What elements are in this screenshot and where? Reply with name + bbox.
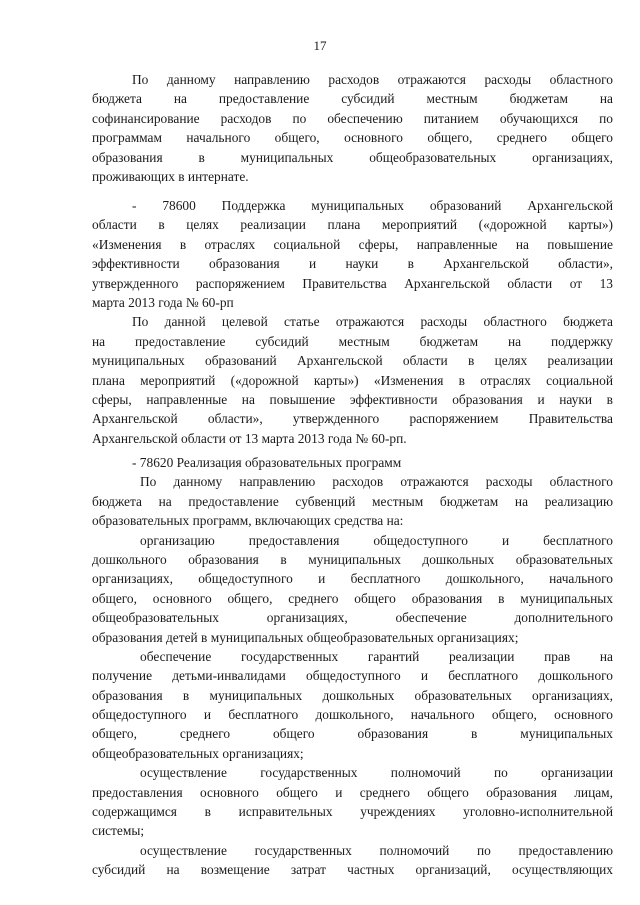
text-line: проживающих в интернате. [92, 168, 249, 184]
text-line: плана мероприятий («дорожной карты») «Изменения в отраслях социальной [92, 372, 613, 388]
text-line: субсидий на возмещение затрат частных организаций, осуществляющих [92, 862, 613, 878]
text-line: организациях, общедоступного и бесплатного дошкольного, начального [92, 571, 613, 587]
text-line: образовательных программ, включающих средства на: [92, 513, 404, 529]
text-line: По данному направлению расходов отражаются расходы областного [132, 72, 613, 87]
text-block [92, 453, 613, 880]
text-line: осуществление государственных полномочий по организации [140, 765, 613, 781]
text-block [92, 70, 613, 186]
text-line: осуществление государственных полномочий по предоставлению [140, 842, 613, 858]
text-line: общего, среднего общего образования в муниципальных [92, 726, 613, 742]
text-line: образования в муниципальных общеобразовательных организациях, [92, 149, 613, 165]
text-line: предоставления основного общего и среднего общего образования лицам, [92, 784, 613, 800]
text-line: - 78620 Реализация образовательных программ [132, 455, 402, 470]
text-block [92, 196, 613, 448]
text-line: системы; [92, 823, 145, 839]
text-line: эффективности образования и науки в Архангельской области», [92, 256, 613, 272]
text-line: общеобразовательных организациях; [92, 745, 304, 761]
text-line: утвержденного распоряжением Правительства Архангельской области от 13 [92, 275, 613, 291]
text-line: Архангельской области от 13 марта 2013 года № 60-рп. [92, 430, 407, 446]
text-line: Архангельской области», утвержденного распоряжением Правительства [92, 411, 613, 427]
text-line: софинансирование расходов по обеспечению питанием обучающихся по [92, 110, 613, 126]
text-line: дошкольного образования в муниципальных дошкольных образовательных [92, 551, 613, 567]
text-line: образования в муниципальных дошкольных образовательных организациях, [92, 687, 613, 703]
text-line: обеспечение государственных гарантий реализации прав на [140, 648, 613, 664]
text-line: «Изменения в отраслях социальной сферы, направленные на повышение [92, 236, 613, 252]
text-line: марта 2013 года № 60-рп [92, 294, 234, 310]
text-line: бюджета на предоставление субвенций местным бюджетам на реализацию [92, 493, 613, 509]
text-line: программам начального общего, основного общего, среднего общего [92, 130, 613, 146]
text-line: общедоступного и бесплатного дошкольного, начального общего, основного [92, 707, 613, 723]
text-line: бюджета на предоставление субсидий местным бюджетам на [92, 91, 613, 107]
text-line: организацию предоставления общедоступного и бесплатного [140, 532, 613, 548]
text-line: муниципальных образований Архангельской области в целях реализации [92, 353, 613, 369]
text-line: По данному направлению расходов отражаются расходы областного [140, 474, 613, 490]
text-line: образования детей в муниципальных общеобразовательных организациях; [92, 629, 519, 645]
text-line: сферы, направленные на повышение эффективности образования и науки в [92, 391, 613, 407]
text-line: - 78600 Поддержка муниципальных образований Архангельской [132, 198, 613, 213]
text-line: общего, основного общего, среднего общего образования в муниципальных [92, 590, 613, 606]
text-line: общеобразовательных организациях, обеспечение дополнительного [92, 610, 613, 626]
text-line: области в целях реализации плана мероприятий («дорожной карты») [92, 217, 613, 233]
text-line: получение детьми-инвалидами общедоступного и бесплатного дошкольного [92, 668, 613, 684]
text-line: содержащимся в исправительных учреждениях уголовно-исполнительной [92, 804, 613, 820]
text-line: По данной целевой статье отражаются расходы областного бюджета [132, 314, 613, 330]
text-line: на предоставление субсидий местным бюджетам на поддержку [92, 333, 613, 349]
page-number: 17 [313, 38, 327, 53]
